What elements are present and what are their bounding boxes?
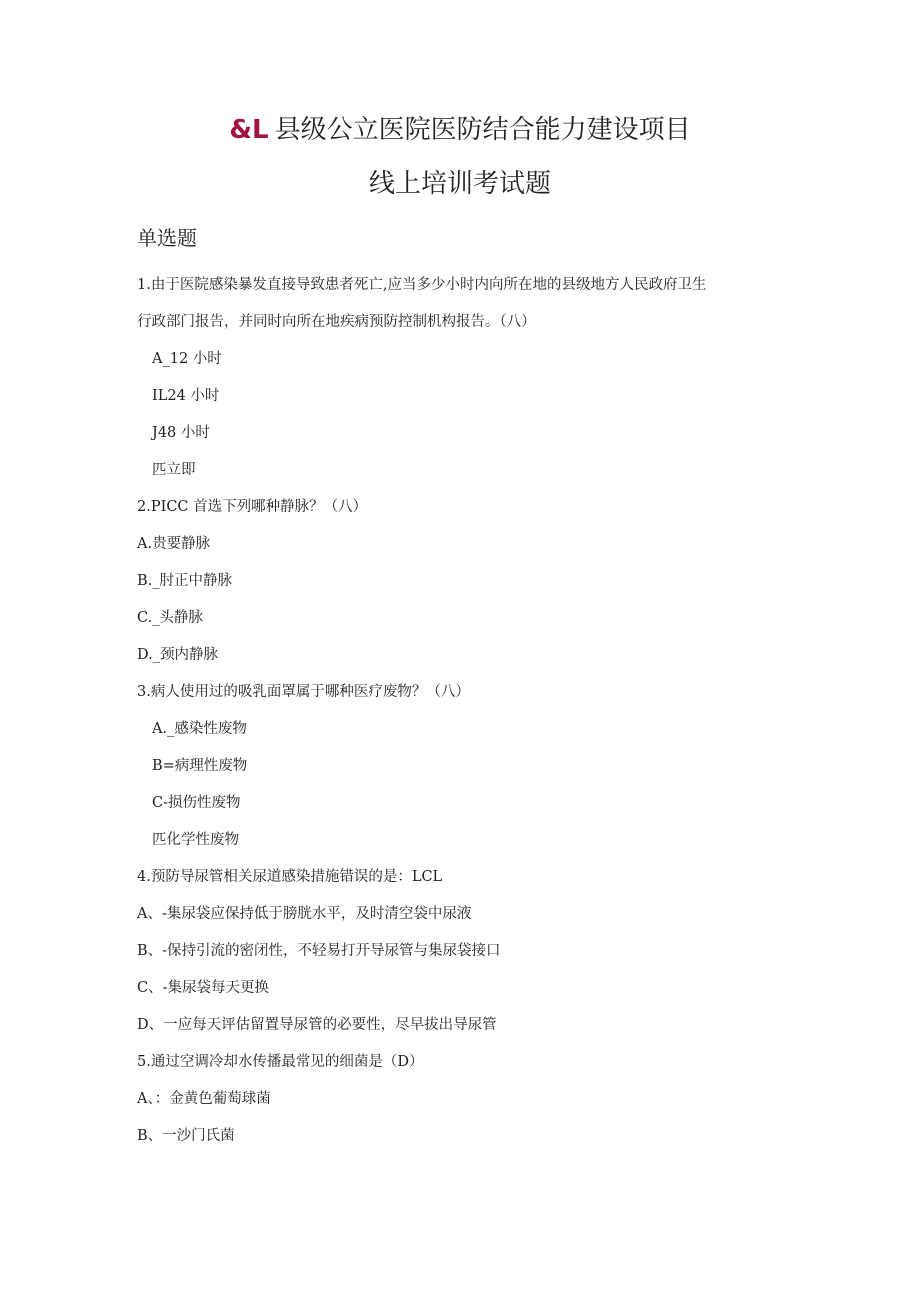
document-subtitle: 线上培训考试题	[368, 169, 551, 199]
question-5-option-b: B、一沙门氏菌	[137, 1128, 235, 1144]
logo-mark: &L	[229, 115, 269, 145]
question-1-stem: 1.由于医院感染暴发直接导致患者死亡,应当多少小时内向所在地的县级地方人民政府卫生	[137, 277, 707, 293]
question-3-option-d: 匹化学性废物	[152, 832, 239, 848]
question-5-stem: 5.通过空调冷却水传播最常见的细菌是（D）	[137, 1054, 424, 1070]
question-2-option-a: A.贵要静脉	[137, 536, 211, 552]
question-3-stem: 3.病人使用过的吸乳面罩属于哪种医疗废物？（八）	[137, 684, 470, 700]
title-line-1: 县级公立医院医防结合能力建设项目	[274, 115, 691, 145]
question-4-option-d: D、一应每天评估留置导尿管的必要性，尽早拔出导尿管	[137, 1017, 497, 1033]
question-4-option-a: A、-集尿袋应保持低于膀胱水平，及时清空袋中尿液	[137, 906, 472, 922]
question-1-option-c: J48 小时	[152, 425, 210, 441]
question-2-option-d: D._颈内静脉	[137, 647, 218, 663]
question-1-option-b: IL24 小时	[152, 388, 220, 404]
question-4-stem: 4.预防导尿管相关尿道感染措施错误的是：LCL	[137, 869, 443, 885]
question-1-option-d: 匹立即	[152, 462, 196, 478]
question-4-option-b: B、-保持引流的密闭性，不轻易打开导尿管与集尿袋接口	[137, 943, 501, 959]
question-2-option-b: B._肘正中静脉	[137, 573, 233, 589]
question-3-option-a: A._感染性废物	[152, 721, 247, 737]
section-heading: 单选题	[137, 226, 197, 250]
question-1-stem-continued: 行政部门报告，并同时向所在地疾病预防控制机构报告。（八）	[137, 314, 536, 330]
question-2-option-c: C._头静脉	[137, 610, 203, 626]
question-5-option-a: A、：金黄色葡萄球菌	[137, 1091, 271, 1107]
question-3-option-b: B=病理性废物	[152, 758, 248, 774]
question-1-option-a: A_12 小时	[152, 351, 222, 367]
question-4-option-c: C、-集尿袋每天更换	[137, 980, 269, 996]
question-2-stem: 2.PICC 首选下列哪种静脉？（八）	[137, 499, 368, 515]
question-3-option-c: C-损伤性废物	[152, 795, 241, 811]
document-title	[0, 113, 920, 147]
